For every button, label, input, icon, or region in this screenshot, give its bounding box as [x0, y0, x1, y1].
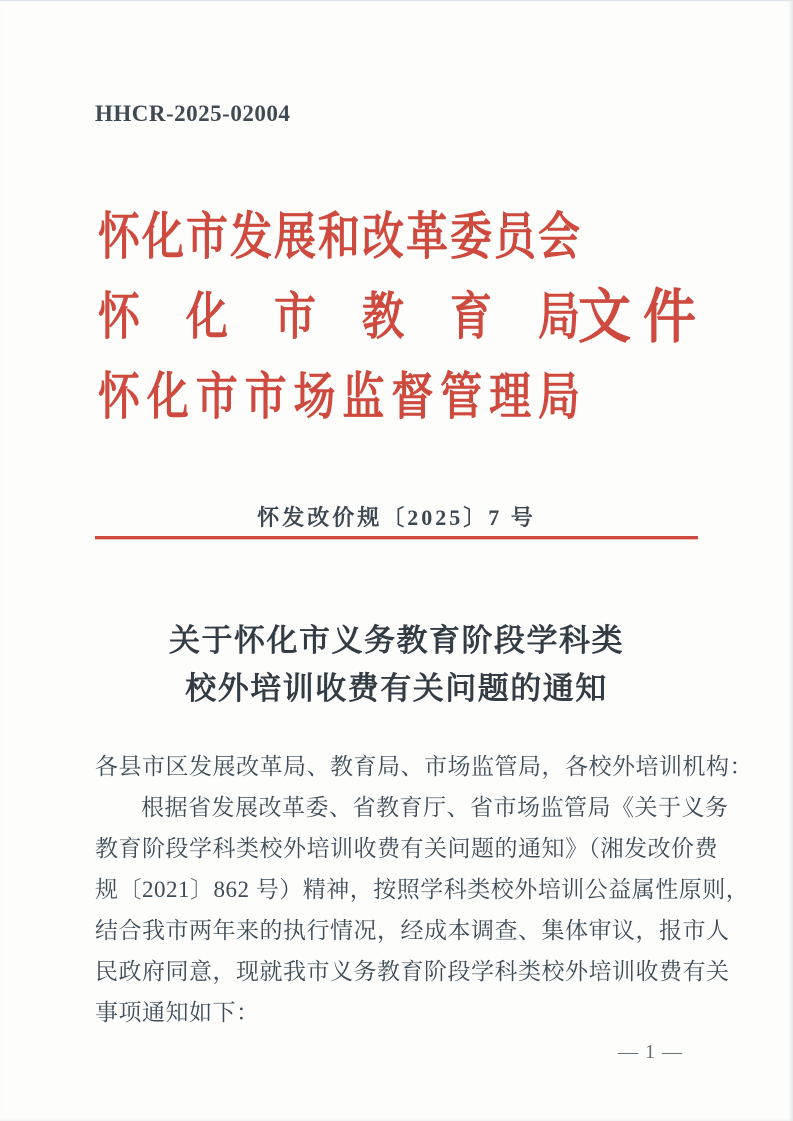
document-title-line-1: 关于怀化市义务教育阶段学科类 [169, 623, 624, 658]
body-line: 根据省发展改革委、省教育厅、省市场监管局《关于义务 [141, 795, 729, 820]
issuing-agency-2: 怀化市教育局 [98, 289, 580, 347]
document-body [95, 746, 753, 1033]
document-type-suffix: 文件 [578, 285, 696, 351]
body-line: 教育阶段学科类校外培训收费有关问题的通知》（湘发改价费 [95, 836, 718, 861]
document-title [0, 617, 793, 713]
red-divider-rule [95, 536, 698, 539]
body-line: 规〔2021〕862 号）精神，按照学科类校外培训公益属性原则， [95, 877, 750, 902]
body-line: 结合我市两年来的执行情况，经成本调查、集体审议，报市人 [95, 918, 730, 943]
issuing-agency-1: 怀化市发展和改革委员会 [98, 209, 580, 267]
issuing-agency-3: 怀化市市场监督管理局 [98, 369, 580, 427]
document-title-line-2: 校外培训收费有关问题的通知 [185, 671, 608, 706]
salutation-line: 各县市区发展改革局、教育局、市场监管局，各校外培训机构： [95, 754, 753, 779]
body-line: 事项通知如下： [95, 1000, 260, 1025]
file-code: HHCR-2025-02004 [95, 101, 291, 126]
document-number: 怀发改价规〔2025〕7 号 [257, 505, 536, 530]
page-number: — 1 — [618, 1041, 683, 1063]
body-line: 民政府同意，现就我市义务教育阶段学科类校外培训收费有关 [95, 959, 730, 984]
red-letterhead [98, 198, 698, 438]
